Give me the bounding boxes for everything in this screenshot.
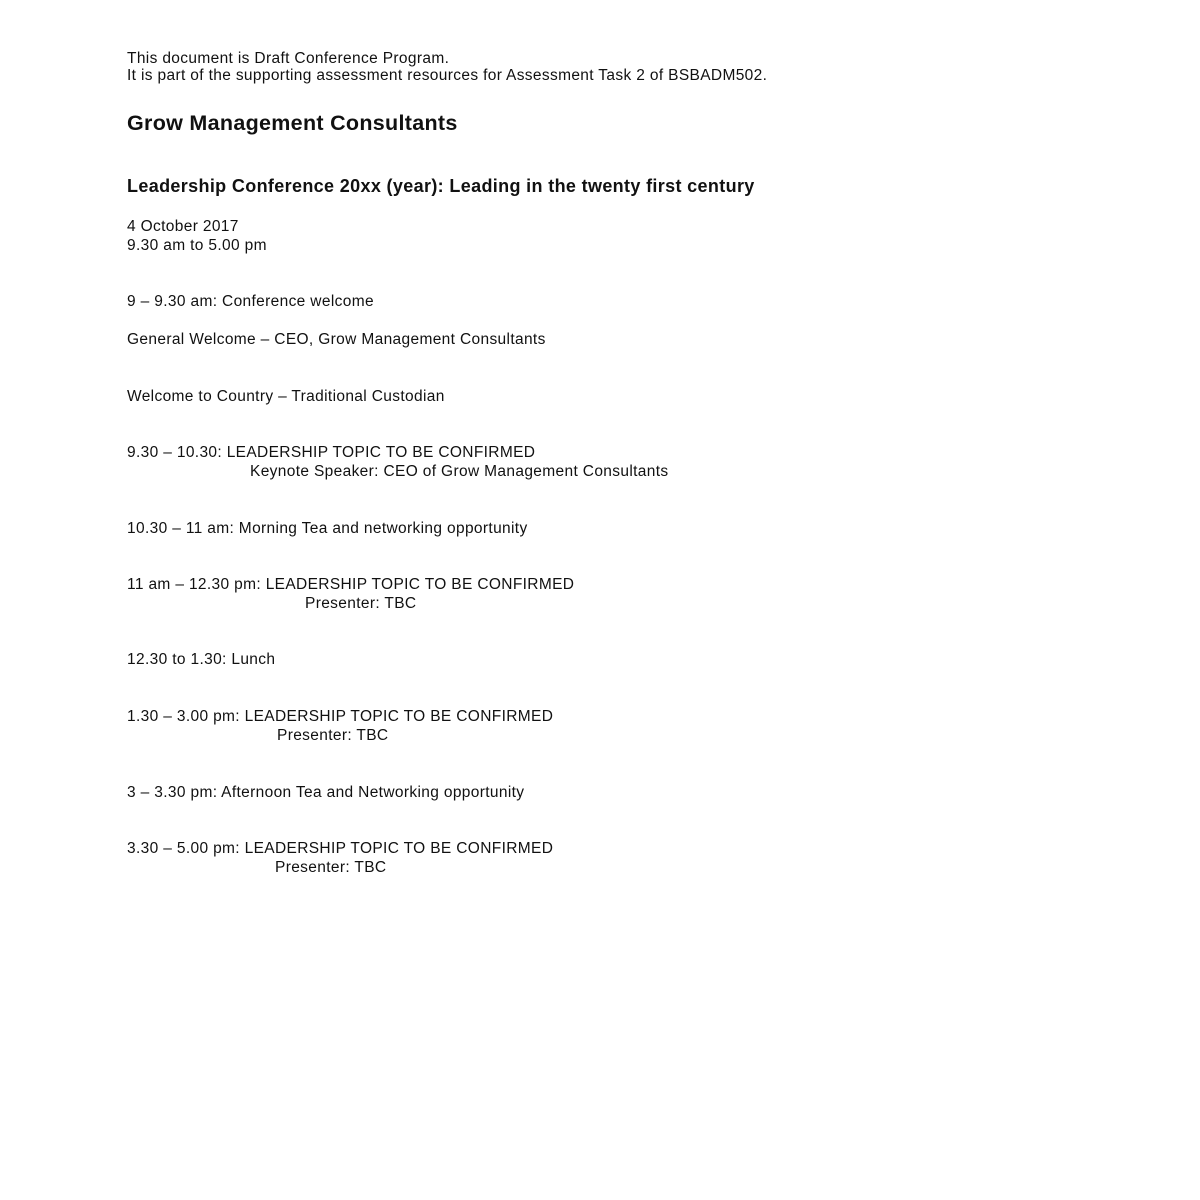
session-2-presenter: Presenter: TBC — [305, 595, 417, 612]
session-4-title: 3.30 – 5.00 pm: LEADERSHIP TOPIC TO BE CONFIRMED — [127, 840, 554, 857]
session-3-presenter: Presenter: TBC — [277, 727, 389, 744]
session-3-title: 1.30 – 3.00 pm: LEADERSHIP TOPIC TO BE CONFIRMED — [127, 708, 554, 725]
event-time: 9.30 am to 5.00 pm — [127, 237, 267, 254]
general-welcome: General Welcome – CEO, Grow Management Consultants — [127, 331, 546, 348]
conference-title: Leadership Conference 20xx (year): Leading in the twenty first century — [127, 176, 755, 196]
event-date: 4 October 2017 — [127, 218, 239, 235]
morning-tea: 10.30 – 11 am: Morning Tea and networking opportunity — [127, 520, 528, 537]
lunch: 12.30 to 1.30: Lunch — [127, 651, 276, 668]
welcome-to-country: Welcome to Country – Traditional Custodian — [127, 388, 445, 405]
intro-line-1: This document is Draft Conference Program. — [127, 50, 450, 67]
session-1-title: 9.30 – 10.30: LEADERSHIP TOPIC TO BE CONFIRMED — [127, 444, 536, 461]
welcome-heading: 9 – 9.30 am: Conference welcome — [127, 293, 374, 310]
session-1-presenter: Keynote Speaker: CEO of Grow Management Consultants — [250, 463, 669, 480]
session-2-title: 11 am – 12.30 pm: LEADERSHIP TOPIC TO BE CONFIRMED — [127, 576, 575, 593]
afternoon-tea: 3 – 3.30 pm: Afternoon Tea and Networking opportunity — [127, 784, 525, 801]
session-4-presenter: Presenter: TBC — [275, 859, 387, 876]
intro-line-2: It is part of the supporting assessment resources for Assessment Task 2 of BSBADM502. — [127, 67, 768, 84]
company-heading: Grow Management Consultants — [127, 111, 458, 135]
